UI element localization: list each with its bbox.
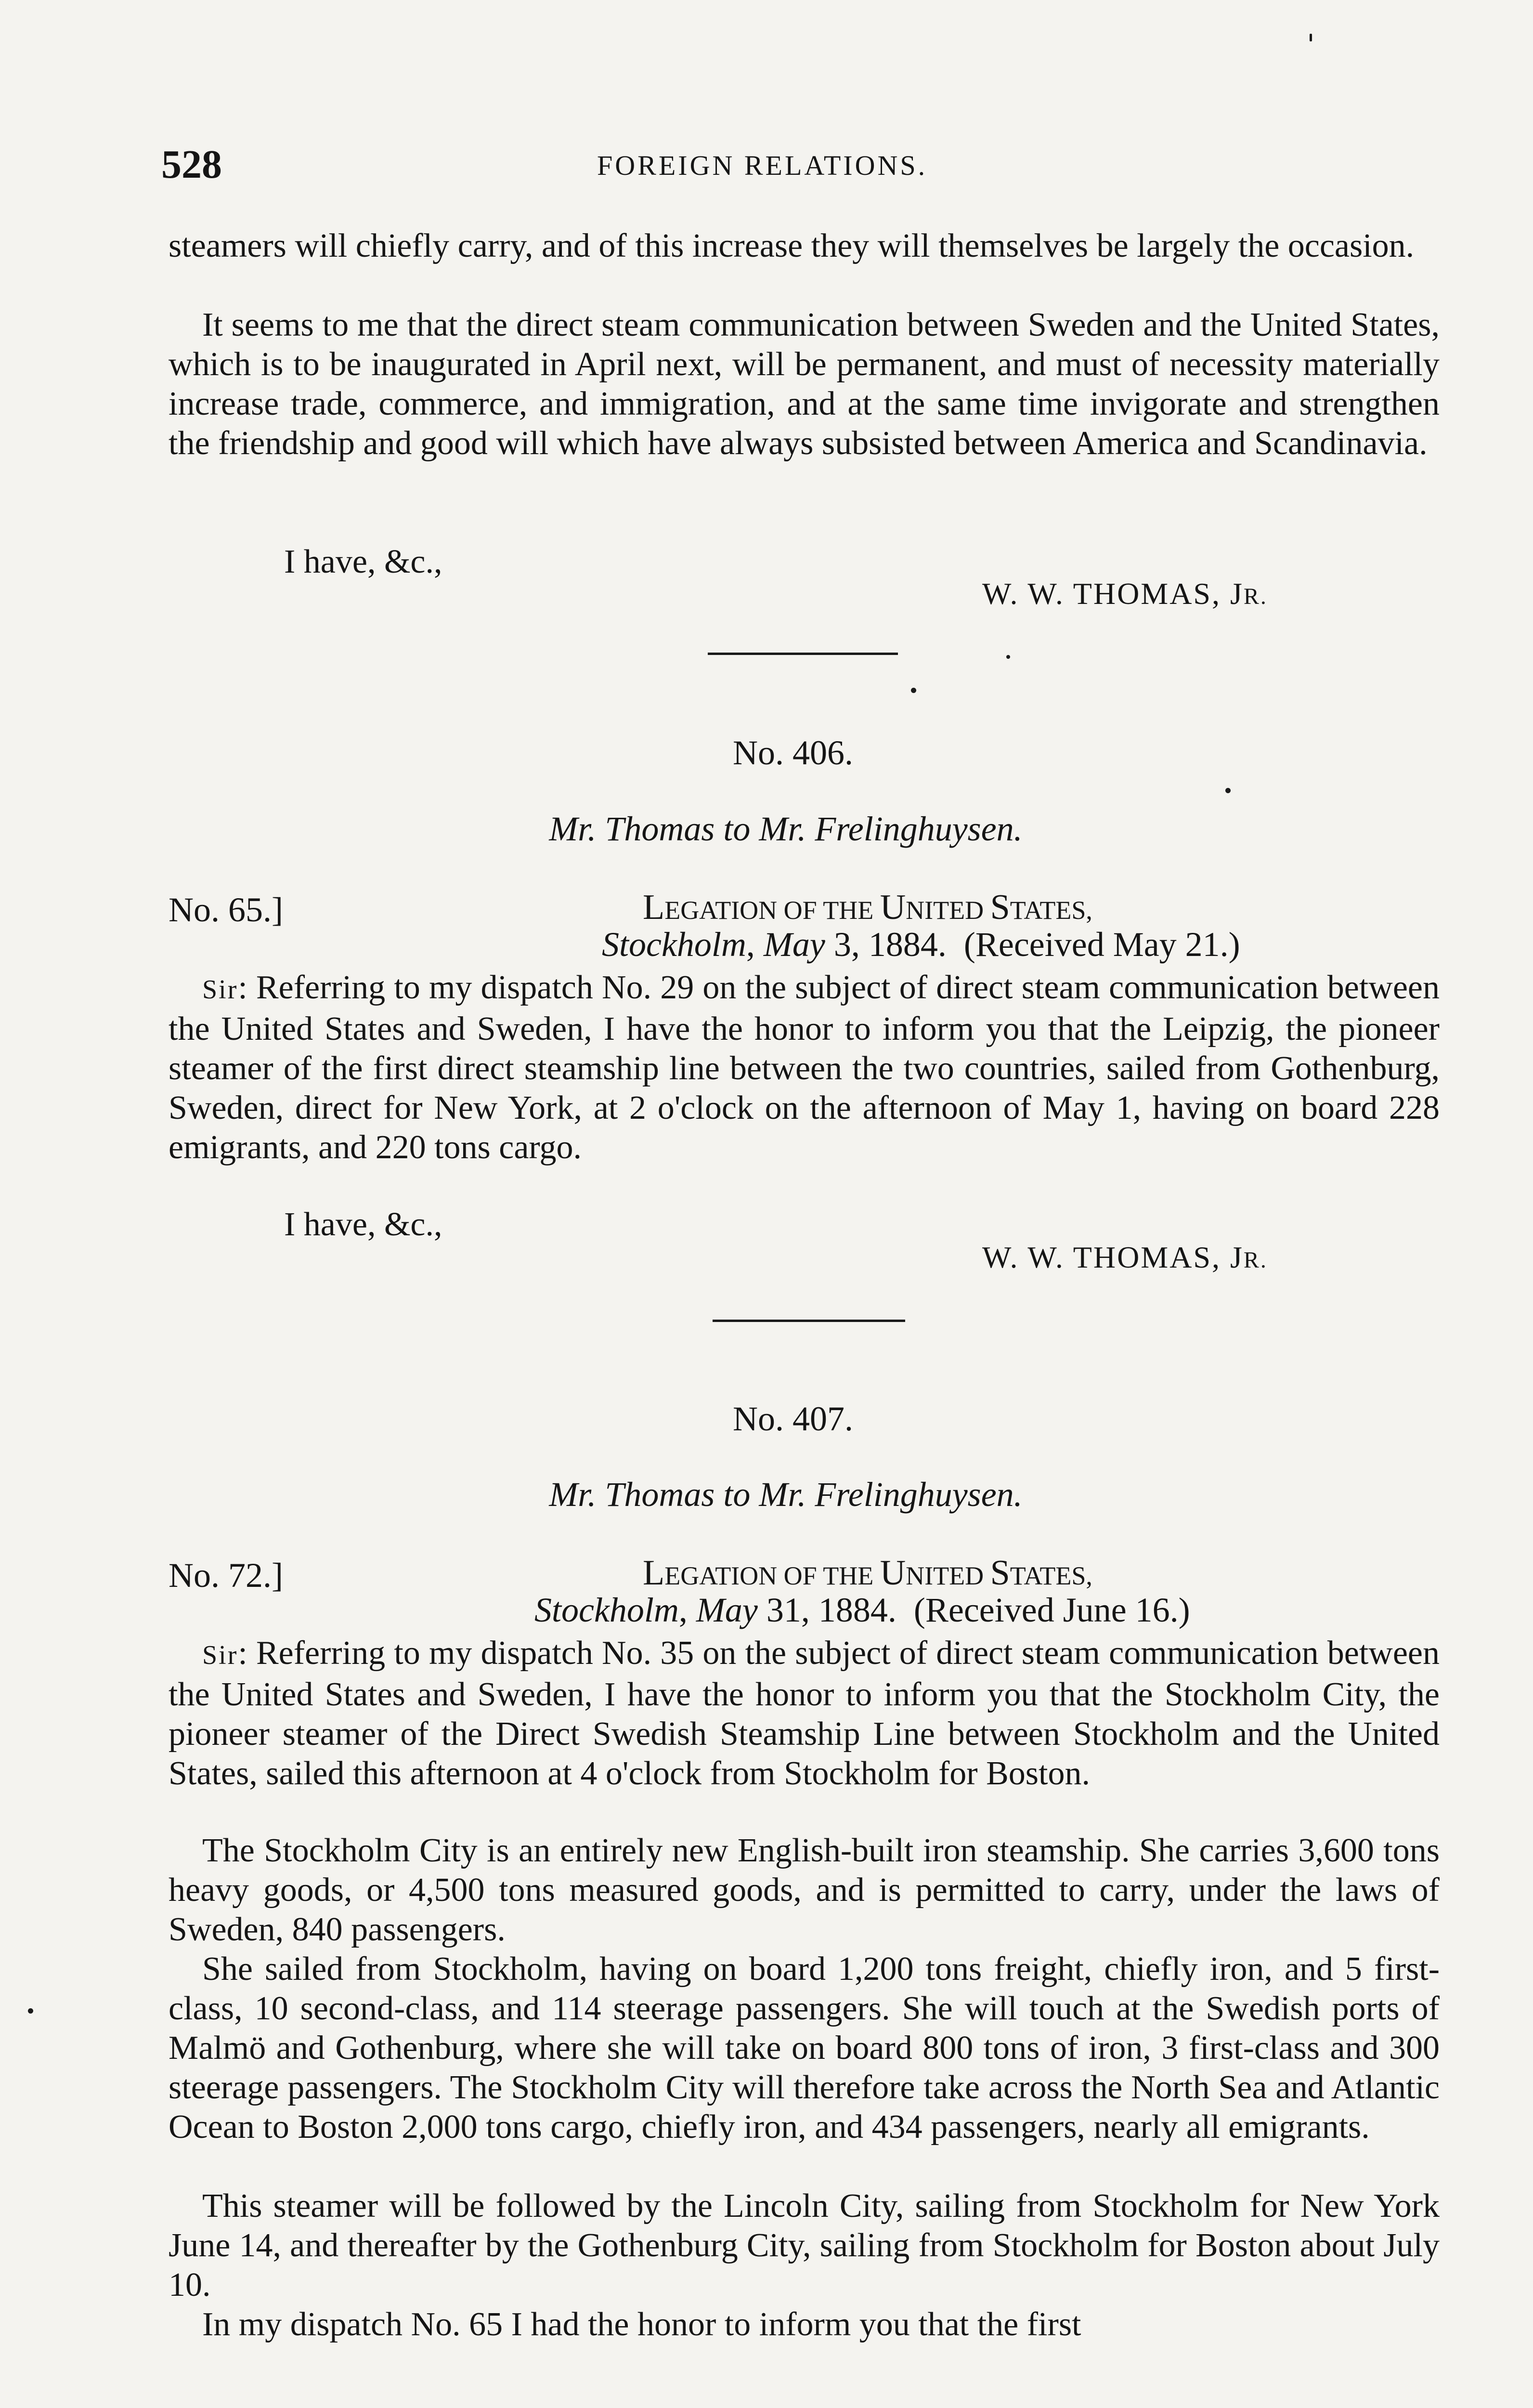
closing-406: I have, &c., (284, 1206, 442, 1243)
section-divider (708, 653, 898, 655)
legation-smallcaps: NITED (906, 1561, 990, 1590)
intro-paragraph-1: steamers will chiefly carry, and of this increase they will themselves be largely the occasion. (169, 227, 1415, 264)
page-number: 528 (161, 142, 222, 187)
day-year: 3, 1884. (825, 925, 947, 964)
legation-initial: U (880, 888, 906, 927)
legation-heading-407 (643, 1553, 1092, 1594)
signature-name: W. W. THOMAS, J (982, 576, 1244, 611)
document-number-406: No. 406. (733, 733, 853, 772)
intro-signature (982, 576, 1268, 612)
letter-body-407-para-2: The Stockholm City is an entirely new English-built iron steamship. She carries 3,600 tons heavy goods, or 4,500 tons measured goods, and is permitted to carry, under the laws of Sweden, 840 passengers. (169, 1832, 1440, 1948)
place-date-406: Stockholm, May 3, 1884. (Received May 21.) (602, 925, 1240, 964)
letter-body-406 (169, 968, 1440, 1167)
legation-initial: L (643, 888, 665, 927)
scan-speck (911, 688, 916, 693)
body-text: : Referring to my dispatch No. 29 on the subject of direct steam communication between the United States and Sweden, I have the honor to inform you that the Leipzig, the pioneer steamer of the first direct steamship line between the two countries, sailed from Gothenburg, Sweden, direct for New York, at 2 o'clock on the afternoon of May 1, having on board 228 emigrants, and 220 tons cargo. (169, 969, 1440, 1166)
letter-body-407-para-5: In my dispatch No. 65 I had the honor to inform you that the first (202, 2306, 1081, 2343)
signature-suffix: R. (1243, 1247, 1268, 1273)
document-number-407: No. 407. (733, 1400, 853, 1438)
month: May (763, 925, 825, 964)
signature-406 (982, 1240, 1268, 1275)
legation-smallcaps: TATES, (1010, 896, 1092, 925)
legation-initial: S (990, 888, 1010, 927)
signature-suffix: R. (1243, 584, 1268, 609)
place: Stockholm (534, 1591, 679, 1629)
intro-paragraph-2: It seems to me that the direct steam communication between Sweden and the United States, which is to be inaugurated in April next, will be permanent, and must of necessity materially increase trade, commerce, and immigration, and at the same time invigorate and strengthen the friendship and good will which have always subsisted between America and Scandinavia. (169, 306, 1440, 462)
month: May (696, 1591, 758, 1629)
scan-mark (1310, 34, 1312, 41)
received-note: (Received May 21.) (963, 925, 1240, 964)
legation-initial: U (880, 1553, 906, 1593)
body-text: : Referring to my dispatch No. 35 on the subject of direct steam communication between the United States and Sweden, I have the honor to inform you that the Stockholm City, the pioneer steamer of the Direct Swedish Steamship Line between Stockholm and the United States, sailed this afternoon at 4 o'clock from Stockholm for Boston. (169, 1635, 1440, 1792)
letter-body-407-para-4: This steamer will be followed by the Lincoln City, sailing from Stockholm for New York June 14, and thereafter by the Gothenburg City, sailing from Stockholm for Boston about July 10. (169, 2187, 1440, 2303)
legation-smallcaps: NITED (906, 896, 990, 925)
scan-speck (1006, 655, 1010, 659)
place: Stockholm (602, 925, 746, 964)
place-date-407: Stockholm, May 31, 1884. (Received June 16.) (534, 1591, 1190, 1629)
scan-speck (1225, 788, 1231, 793)
legation-heading-406 (643, 887, 1092, 928)
document-title-407: Mr. Thomas to Mr. Frelinghuysen. (549, 1475, 1023, 1514)
letter-body-407-para-3: She sailed from Stockholm, having on board 1,200 tons freight, chiefly iron, and 5 first-class, 10 second-class, and 114 steerage passengers. She will touch at the Swedish ports of Malmö and Gothenburg, where she will take on board 800 tons of iron, 3 first-class and 300 steerage passengers. The Stockholm City will therefore take across the North Sea and Atlantic Ocean to Boston 2,000 tons cargo, chiefly iron, and 434 passengers, nearly all emigrants. (169, 1950, 1440, 2146)
running-head: FOREIGN RELATIONS. (597, 150, 928, 181)
legation-initial: L (643, 1553, 665, 1593)
legation-smallcaps: EGATION OF THE (664, 896, 880, 925)
salutation: Sir (202, 1640, 238, 1670)
intro-closing: I have, &c., (284, 543, 442, 580)
received-note: (Received June 16.) (913, 1591, 1190, 1629)
dispatch-number-65: No. 65.] (169, 890, 283, 929)
salutation: Sir (202, 975, 238, 1005)
letter-body-407-para-1 (169, 1634, 1440, 1793)
document-title-406: Mr. Thomas to Mr. Frelinghuysen. (549, 810, 1023, 848)
day-year: 31, 1884. (757, 1591, 896, 1629)
legation-initial: S (990, 1553, 1010, 1593)
signature-name: W. W. THOMAS, J (982, 1240, 1244, 1274)
legation-smallcaps: EGATION OF THE (664, 1561, 880, 1590)
legation-smallcaps: TATES, (1010, 1561, 1092, 1590)
scan-speck (28, 2008, 33, 2014)
dispatch-number-72: No. 72.] (169, 1556, 283, 1595)
section-divider (713, 1320, 905, 1322)
